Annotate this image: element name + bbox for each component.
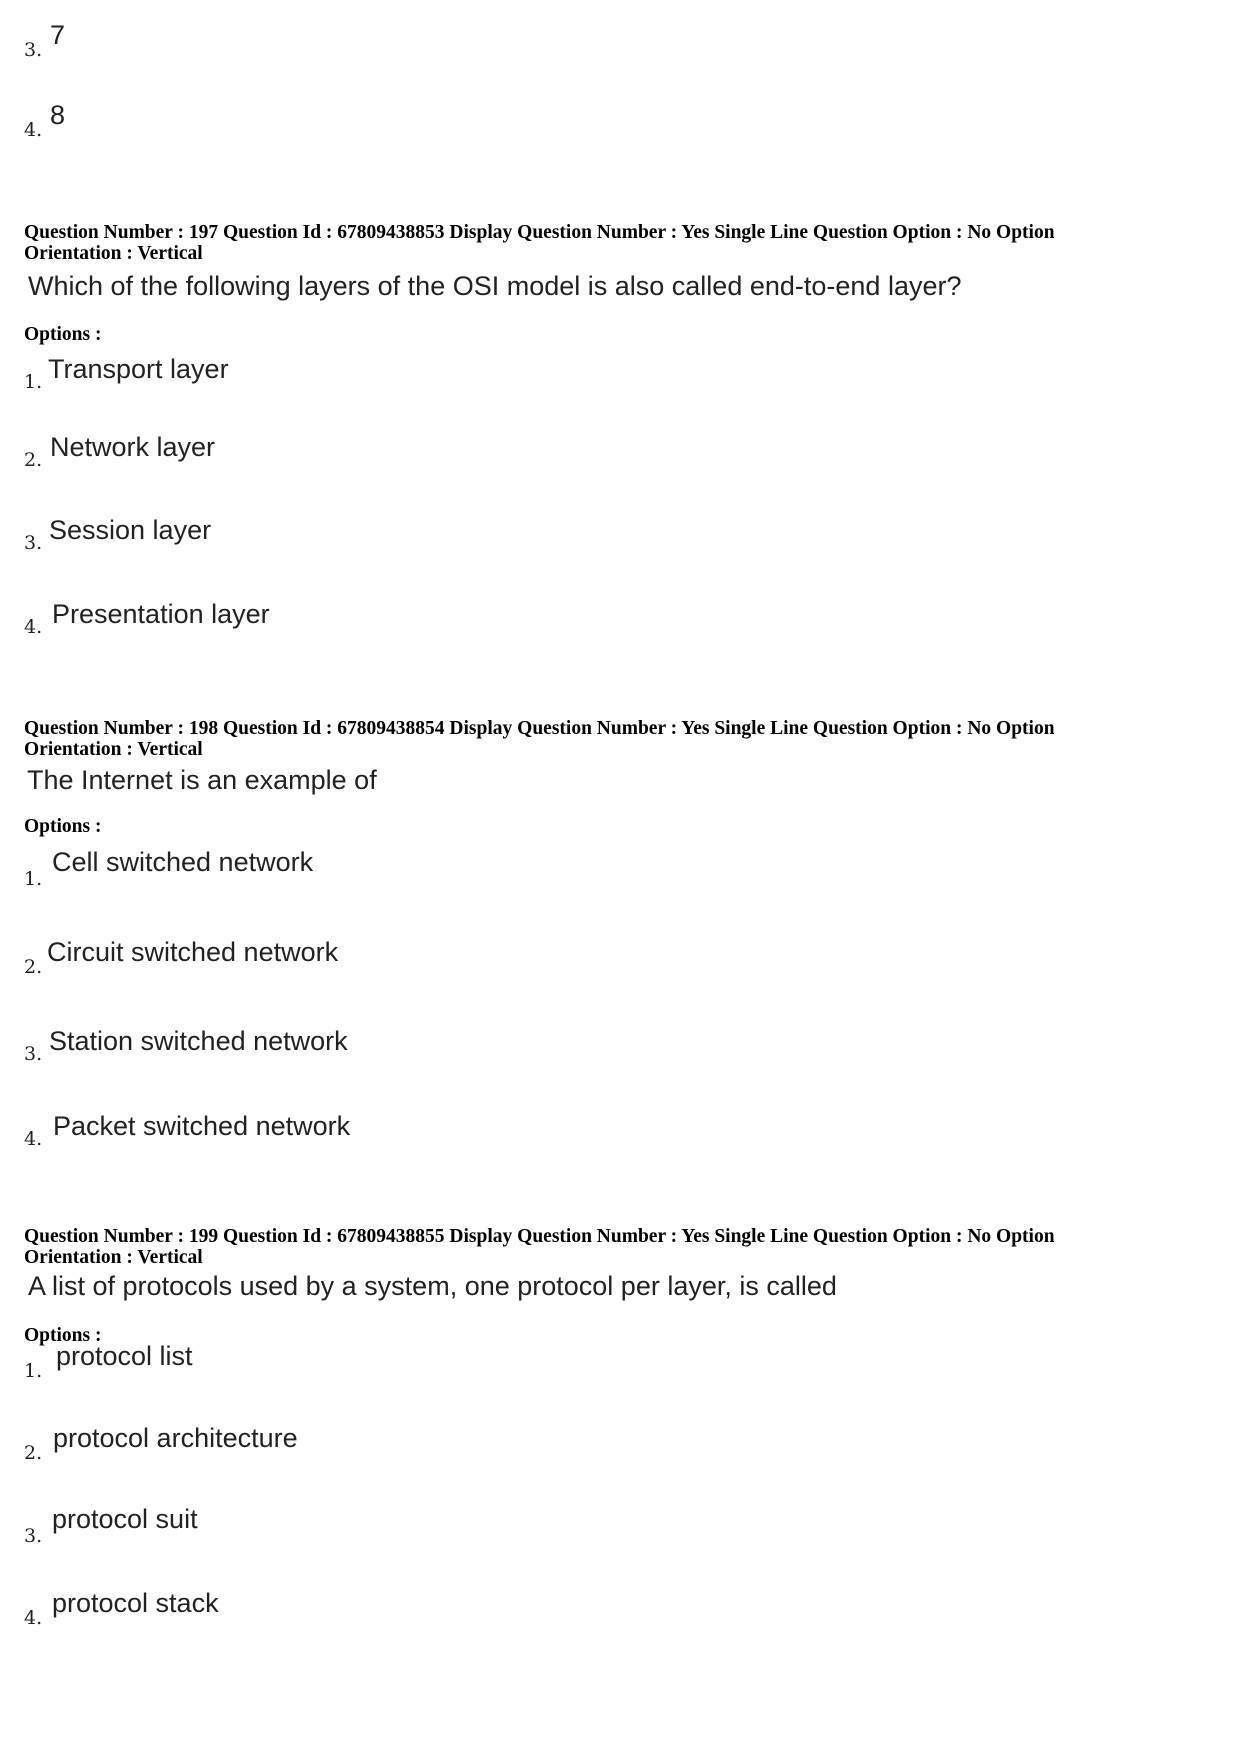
option-number: 4. (24, 119, 43, 141)
option-item (24, 577, 924, 637)
option-item (24, 1004, 924, 1064)
question-text: The Internet is an example of (27, 765, 377, 795)
option-text: Packet switched network (53, 1111, 351, 1141)
question-meta (24, 222, 1224, 264)
question-meta-line1: Question Number : 199 Question Id : 67809438855 Display Question Number : Yes Single Line Question Option : No Option (24, 1226, 1055, 1247)
prev-option-4 (24, 80, 924, 140)
question-meta-line2: Orientation : Vertical (24, 739, 203, 760)
options-label: Options : (24, 816, 102, 837)
option-text: protocol architecture (53, 1423, 298, 1453)
option-number: 3. (24, 1043, 43, 1065)
option-number: 1. (24, 868, 43, 890)
option-text: Station switched network (49, 1026, 348, 1056)
option-number: 3. (24, 1525, 43, 1547)
option-item (24, 1089, 924, 1149)
option-number: 3. (24, 532, 43, 554)
option-item (24, 332, 924, 392)
option-item (24, 829, 924, 889)
option-item (24, 1321, 924, 1381)
options-label: Options : (24, 1325, 102, 1346)
option-text: protocol stack (52, 1588, 219, 1618)
option-item (24, 1568, 924, 1628)
option-item (24, 1403, 924, 1463)
option-number: 1. (24, 371, 43, 393)
option-number: 4. (24, 1607, 43, 1629)
option-text: 7 (50, 20, 66, 50)
question-meta-line1: Question Number : 197 Question Id : 67809438853 Display Question Number : Yes Single Line Question Option : No Option (24, 222, 1055, 243)
question-text: Which of the following layers of the OSI model is also called end-to-end layer? (28, 271, 962, 301)
option-text: Presentation layer (52, 599, 270, 629)
option-item (24, 1486, 924, 1546)
option-number: 1. (24, 1360, 43, 1382)
option-text: Network layer (50, 432, 216, 462)
option-item (24, 917, 924, 977)
option-text: 8 (50, 100, 66, 130)
option-text: Session layer (49, 515, 212, 545)
option-number: 4. (24, 616, 43, 638)
question-text: A list of protocols used by a system, one protocol per layer, is called (28, 1271, 837, 1301)
question-meta (24, 1226, 1224, 1268)
question-meta-line2: Orientation : Vertical (24, 1247, 203, 1268)
options-label: Options : (24, 324, 102, 345)
prev-option-3 (24, 0, 924, 60)
option-text: Circuit switched network (47, 937, 339, 967)
option-item (24, 410, 924, 470)
option-text: Cell switched network (52, 847, 314, 877)
option-item (24, 493, 924, 553)
option-number: 2. (24, 956, 43, 978)
question-meta-line1: Question Number : 198 Question Id : 67809438854 Display Question Number : Yes Single Line Question Option : No Option (24, 718, 1055, 739)
question-meta (24, 718, 1224, 760)
option-number: 2. (24, 449, 43, 471)
option-number: 4. (24, 1128, 43, 1150)
option-text: protocol list (56, 1341, 193, 1371)
option-number: 3. (24, 39, 43, 61)
option-text: protocol suit (52, 1504, 198, 1534)
question-meta-line2: Orientation : Vertical (24, 243, 203, 264)
option-number: 2. (24, 1442, 43, 1464)
option-text: Transport layer (48, 354, 229, 384)
